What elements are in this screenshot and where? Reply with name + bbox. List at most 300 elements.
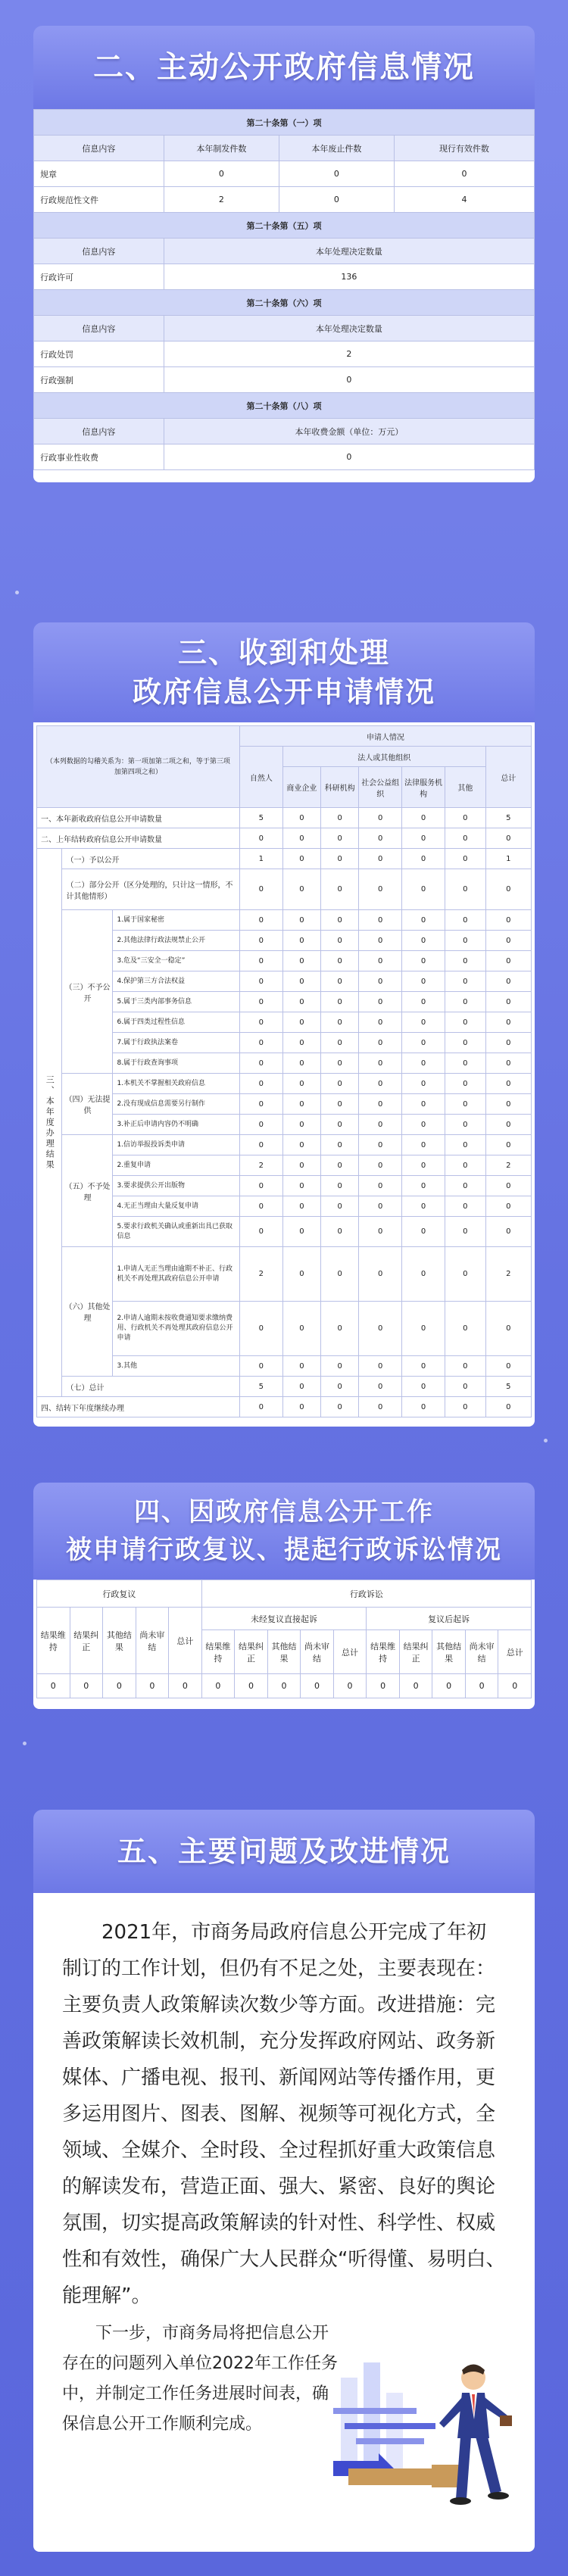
cell-value: 0 — [282, 1074, 320, 1094]
table-row — [37, 808, 532, 828]
section-title-line2: 政府信息公开申请情况 — [132, 675, 435, 709]
cell-value: 0 — [359, 1217, 402, 1247]
cell-value: 0 — [485, 1115, 531, 1135]
cell-value: 0 — [445, 1155, 486, 1176]
cell-value: 0 — [239, 1356, 282, 1377]
cell-value: 0 — [359, 1247, 402, 1302]
cell-value: 0 — [445, 1135, 486, 1155]
cell-value: 0 — [445, 931, 486, 951]
not-reviewed-header: 未经复议直接起诉 — [201, 1608, 367, 1630]
cell-value: 0 — [239, 1033, 282, 1053]
cell-value: 0 — [282, 1302, 320, 1356]
cell-value: 0 — [282, 1135, 320, 1155]
col-rev-lit-pending: 尚未审结 — [465, 1630, 498, 1674]
cell-value: 0 — [321, 1217, 359, 1247]
col-social: 社会公益组织 — [359, 767, 402, 808]
cell-value: 0 — [282, 869, 320, 910]
cell-value: 0 — [282, 1377, 320, 1397]
row-label: 2.重复申请 — [113, 1155, 239, 1176]
applications-table — [36, 725, 532, 1417]
cell-value: 0 — [445, 992, 486, 1012]
cell-value: 0 — [321, 1115, 359, 1135]
cell-value: 0 — [359, 1356, 402, 1377]
cell-value: 0 — [402, 1356, 445, 1377]
cell-value: 0 — [136, 1674, 169, 1698]
row-label-rules: 规章 — [34, 161, 164, 187]
cell-value: 0 — [485, 1012, 531, 1033]
cell-value: 0 — [164, 367, 534, 393]
cell-value: 0 — [485, 910, 531, 931]
row-label: 2.没有现成信息需要另行制作 — [113, 1094, 239, 1115]
group-label: （四）无法提供 — [62, 1074, 113, 1135]
cell-value: 2 — [239, 1155, 282, 1176]
cell-value: 0 — [485, 1135, 531, 1155]
cell-value: 0 — [359, 1074, 402, 1094]
cell-value: 0 — [239, 951, 282, 971]
businessman-running-illustration — [333, 2347, 515, 2521]
cell-value: 0 — [282, 1012, 320, 1033]
col-valid-count: 现行有效件数 — [394, 136, 534, 161]
row-label: 四、结转下年度继续办理 — [37, 1397, 240, 1417]
row-label: 3.其他 — [113, 1356, 239, 1377]
cell-value: 0 — [402, 869, 445, 910]
cell-value: 0 — [282, 828, 320, 849]
cell-value: 0 — [445, 808, 486, 828]
cell-value: 0 — [282, 1155, 320, 1176]
cell-value: 0 — [367, 1674, 400, 1698]
cell-value: 0 — [359, 910, 402, 931]
cell-value: 0 — [485, 869, 531, 910]
cell-value: 0 — [279, 161, 394, 187]
cell-value: 0 — [321, 1196, 359, 1217]
section-title-line1: 四、因政府信息公开工作 — [134, 1497, 434, 1527]
row-label: 4.保护第三方合法权益 — [113, 971, 239, 992]
cell-value: 5 — [239, 808, 282, 828]
cell-value: 0 — [485, 1196, 531, 1217]
cell-value: 0 — [359, 1176, 402, 1196]
cell-value: 0 — [402, 1115, 445, 1135]
row-label-fee: 行政事业性收费 — [34, 444, 164, 470]
cell-value: 0 — [402, 1302, 445, 1356]
col-decisions: 本年处理决定数量 — [164, 316, 534, 341]
row-label: 1.信访举报投诉类申请 — [113, 1135, 239, 1155]
cell-value: 0 — [235, 1674, 268, 1698]
cell-value: 0 — [445, 951, 486, 971]
cell-value: 0 — [321, 1302, 359, 1356]
cell-value: 0 — [282, 910, 320, 931]
cell-value: 0 — [445, 828, 486, 849]
cell-value: 0 — [321, 971, 359, 992]
cell-value: 0 — [445, 1302, 486, 1356]
cell-value: 0 — [282, 1397, 320, 1417]
cell-value: 0 — [445, 1074, 486, 1094]
cell-value: 0 — [282, 1053, 320, 1074]
section-title: 二、主动公开政府信息情况 — [33, 26, 535, 109]
cell-value: 0 — [445, 1094, 486, 1115]
row-label: 2.其他法律行政法规禁止公开 — [113, 931, 239, 951]
cell-value: 136 — [164, 264, 534, 290]
cell-value: 0 — [321, 1033, 359, 1053]
cell-value: 0 — [282, 1176, 320, 1196]
cell-value: 0 — [485, 992, 531, 1012]
cell-value: 0 — [282, 951, 320, 971]
cell-value: 0 — [402, 1397, 445, 1417]
cell-value: 0 — [169, 1674, 202, 1698]
section-title — [33, 1483, 535, 1580]
cell-value: 0 — [321, 1155, 359, 1176]
cell-value: 0 — [445, 869, 486, 910]
group-label: （五）不予处理 — [62, 1135, 113, 1247]
col-lit-other: 其他结果 — [267, 1630, 301, 1674]
cell-value: 0 — [282, 931, 320, 951]
cell-value: 0 — [485, 1356, 531, 1377]
cell-value: 0 — [239, 828, 282, 849]
section-active-disclosure — [33, 26, 535, 482]
cell-value: 0 — [282, 971, 320, 992]
section-title: 五、主要问题及改进情况 — [33, 1810, 535, 1893]
cell-value: 0 — [239, 1196, 282, 1217]
cell-value: 0 — [445, 971, 486, 992]
cell-value: 0 — [321, 1377, 359, 1397]
col-lit-total: 总计 — [333, 1630, 367, 1674]
cell-value: 0 — [359, 1397, 402, 1417]
cell-value: 0 — [445, 1176, 486, 1196]
cell-value: 0 — [321, 828, 359, 849]
cell-value: 2 — [239, 1247, 282, 1302]
cell-value: 0 — [445, 1397, 486, 1417]
table-row — [37, 1247, 532, 1302]
cell-value: 0 — [402, 951, 445, 971]
cell-value: 0 — [485, 1302, 531, 1356]
cell-value: 2 — [164, 187, 279, 213]
cell-value: 0 — [445, 1053, 486, 1074]
cell-value: 0 — [402, 1053, 445, 1074]
cell-value: 5 — [485, 808, 531, 828]
row-label: 8.属于行政查询事项 — [113, 1053, 239, 1074]
cell-value: 0 — [239, 1094, 282, 1115]
cell-value: 0 — [239, 1012, 282, 1033]
cell-value: 0 — [282, 1356, 320, 1377]
review-litigation-table — [36, 1580, 532, 1698]
row-label-permit: 行政许可 — [34, 264, 164, 290]
col-lit-pending: 尚未审结 — [301, 1630, 334, 1674]
cell-value: 0 — [485, 931, 531, 951]
cell-value: 0 — [239, 910, 282, 931]
cell-value: 0 — [239, 1135, 282, 1155]
cell-value: 0 — [321, 1397, 359, 1417]
table-row — [37, 828, 532, 849]
cell-value: 0 — [485, 1397, 531, 1417]
row-label: 1.本机关不掌握相关政府信息 — [113, 1074, 239, 1094]
cell-value: 0 — [402, 808, 445, 828]
section-title-line2: 被申请行政复议、提起行政诉讼情况 — [66, 1535, 502, 1565]
col-total: 总计 — [485, 747, 531, 808]
table-corner-note: （本列数据的勾稽关系为：第一项加第二项之和，等于第三项加第四项之和） — [37, 726, 240, 808]
cell-value: 0 — [301, 1674, 334, 1698]
col-lit-maintain: 结果维持 — [201, 1630, 235, 1674]
cell-value: 0 — [321, 1356, 359, 1377]
col-info-content: 信息内容 — [34, 316, 164, 341]
cell-value: 0 — [445, 910, 486, 931]
cell-value: 0 — [402, 910, 445, 931]
cell-value: 0 — [321, 951, 359, 971]
cell-value: 0 — [37, 1674, 70, 1698]
cell-value: 0 — [402, 1074, 445, 1094]
section-problems-improvements — [33, 1810, 535, 2552]
cell-value: 0 — [239, 1397, 282, 1417]
cell-value: 0 — [279, 187, 394, 213]
cell-value: 0 — [359, 869, 402, 910]
cell-value: 0 — [402, 1377, 445, 1397]
cell-value: 0 — [402, 1012, 445, 1033]
col-lit-correct: 结果纠正 — [235, 1630, 268, 1674]
cell-value: 0 — [164, 161, 279, 187]
cell-value: 5 — [485, 1377, 531, 1397]
cell-value: 0 — [359, 931, 402, 951]
cell-value: 0 — [359, 992, 402, 1012]
cell-value: 0 — [359, 808, 402, 828]
applicant-header: 申请人情况 — [239, 726, 531, 747]
cell-value: 2 — [485, 1155, 531, 1176]
cell-value: 0 — [485, 1074, 531, 1094]
cell-value: 0 — [402, 1033, 445, 1053]
col-legal-service: 法律服务机构 — [402, 767, 445, 808]
section-title-line1: 三、收到和处理 — [177, 636, 390, 669]
cell-value: 0 — [485, 828, 531, 849]
cell-value: 0 — [485, 951, 531, 971]
col-rev-lit-total: 总计 — [498, 1630, 532, 1674]
cell-value: 0 — [359, 1196, 402, 1217]
row-label: 1.属于国家秘密 — [113, 910, 239, 931]
table-row — [37, 869, 532, 910]
review-header: 行政复议 — [37, 1580, 202, 1608]
cell-value: 0 — [201, 1674, 235, 1698]
cell-value: 0 — [485, 1176, 531, 1196]
col-review-total: 总计 — [169, 1608, 202, 1674]
row-label: （一）予以公开 — [62, 849, 239, 869]
table-row — [37, 1377, 532, 1397]
cell-value: 0 — [321, 869, 359, 910]
cell-value: 0 — [359, 1377, 402, 1397]
cell-value: 0 — [359, 1135, 402, 1155]
cell-value: 0 — [485, 1217, 531, 1247]
cell-value: 0 — [267, 1674, 301, 1698]
cell-value: 0 — [321, 910, 359, 931]
col-info-content: 信息内容 — [34, 239, 164, 264]
row-label: 3.危及“三安全一稳定” — [113, 951, 239, 971]
group-label: （三）不予公开 — [62, 910, 113, 1074]
cell-value: 0 — [402, 828, 445, 849]
cell-value: 0 — [239, 931, 282, 951]
cell-value: 2 — [164, 341, 534, 367]
cell-value: 0 — [321, 1053, 359, 1074]
col-review-other: 其他结果 — [103, 1608, 136, 1674]
cell-value: 0 — [321, 992, 359, 1012]
cell-value: 0 — [402, 1196, 445, 1217]
article-20-8-header: 第二十条第（八）项 — [34, 393, 535, 419]
cell-value: 0 — [239, 1176, 282, 1196]
row-label: 5.属于三类内部事务信息 — [113, 992, 239, 1012]
cell-value: 0 — [282, 1094, 320, 1115]
col-review-pending: 尚未审结 — [136, 1608, 169, 1674]
cell-value: 0 — [321, 849, 359, 869]
table-row — [37, 910, 532, 931]
section-title — [33, 622, 535, 722]
cell-value: 0 — [359, 1115, 402, 1135]
col-rev-lit-correct: 结果纠正 — [399, 1630, 432, 1674]
cell-value: 0 — [485, 1033, 531, 1053]
cell-value: 0 — [359, 1033, 402, 1053]
col-fee-amount: 本年收费金额（单位：万元） — [164, 419, 534, 444]
col-decisions: 本年处理决定数量 — [164, 239, 534, 264]
row-label: 6.属于四类过程性信息 — [113, 1012, 239, 1033]
row-label: 5.要求行政机关确认或重新出具已获取信息 — [113, 1217, 239, 1247]
row-label-penalty: 行政处罚 — [34, 341, 164, 367]
cell-value: 0 — [239, 1053, 282, 1074]
cell-value: 0 — [321, 1074, 359, 1094]
col-research: 科研机构 — [321, 767, 359, 808]
col-rev-lit-other: 其他结果 — [432, 1630, 466, 1674]
cell-value: 0 — [359, 971, 402, 992]
cell-value: 0 — [321, 1247, 359, 1302]
table-row — [37, 1135, 532, 1155]
col-natural-person: 自然人 — [239, 747, 282, 808]
cell-value: 0 — [282, 849, 320, 869]
cell-value: 0 — [282, 1115, 320, 1135]
row-label: 1.申请人无正当理由逾期不补正、行政机关不再处理其政府信息公开申请 — [113, 1247, 239, 1302]
section-review-litigation — [33, 1483, 535, 1709]
cell-value: 0 — [239, 992, 282, 1012]
side-label-results: 三、本年度办理结果 — [37, 849, 62, 1397]
cell-value: 0 — [239, 1302, 282, 1356]
group-label: （六）其他处理 — [62, 1247, 113, 1377]
cell-value: 0 — [282, 808, 320, 828]
cell-value: 1 — [239, 849, 282, 869]
cell-value: 0 — [445, 849, 486, 869]
col-made-count: 本年制发件数 — [164, 136, 279, 161]
cell-value: 0 — [359, 828, 402, 849]
cell-value: 0 — [465, 1674, 498, 1698]
cell-value: 0 — [445, 1247, 486, 1302]
col-rev-lit-maintain: 结果维持 — [367, 1630, 400, 1674]
col-other: 其他 — [445, 767, 486, 808]
cell-value: 0 — [402, 1247, 445, 1302]
row-label: 3.补正后申请内容仍不明确 — [113, 1115, 239, 1135]
cell-value: 0 — [103, 1674, 136, 1698]
article-20-1-header: 第二十条第（一）项 — [34, 110, 535, 136]
article-20-6-header: 第二十条第（六）项 — [34, 290, 535, 316]
table-row — [37, 1074, 532, 1094]
cell-value: 0 — [402, 1217, 445, 1247]
cell-value: 0 — [432, 1674, 466, 1698]
cell-value: 0 — [333, 1674, 367, 1698]
cell-value: 0 — [239, 1115, 282, 1135]
section-applications — [33, 622, 535, 1427]
cell-value: 0 — [402, 1135, 445, 1155]
row-label-normative-docs: 行政规范性文件 — [34, 187, 164, 213]
cell-value: 0 — [485, 1053, 531, 1074]
cell-value: 0 — [359, 1302, 402, 1356]
cell-value: 0 — [485, 971, 531, 992]
cell-value: 0 — [282, 992, 320, 1012]
cell-value: 0 — [164, 444, 534, 470]
cell-value: 5 — [239, 1377, 282, 1397]
cell-value: 0 — [321, 1135, 359, 1155]
cell-value: 0 — [321, 808, 359, 828]
cell-value: 0 — [445, 1356, 486, 1377]
cell-value: 0 — [402, 1176, 445, 1196]
cell-value: 0 — [402, 849, 445, 869]
after-review-header: 复议后起诉 — [367, 1608, 532, 1630]
row-label: 二、上年结转政府信息公开申请数量 — [37, 828, 240, 849]
cell-value: 0 — [445, 1012, 486, 1033]
cell-value: 0 — [239, 1074, 282, 1094]
cell-value: 0 — [394, 161, 534, 187]
cell-value: 0 — [485, 1094, 531, 1115]
cell-value: 4 — [394, 187, 534, 213]
cell-value: 2 — [485, 1247, 531, 1302]
cell-value: 0 — [402, 971, 445, 992]
cell-value: 0 — [359, 951, 402, 971]
row-label: 4.无正当理由大量反复申请 — [113, 1196, 239, 1217]
cell-value: 0 — [402, 1155, 445, 1176]
row-label: 一、本年新收政府信息公开申请数量 — [37, 808, 240, 828]
col-legal-entity: 法人或其他组织 — [282, 747, 485, 767]
cell-value: 0 — [402, 1094, 445, 1115]
table-row — [37, 849, 532, 869]
cell-value: 0 — [402, 931, 445, 951]
cell-value: 0 — [70, 1674, 103, 1698]
row-label: 7.属于行政执法案卷 — [113, 1033, 239, 1053]
cell-value: 0 — [445, 1217, 486, 1247]
cell-value: 0 — [321, 931, 359, 951]
cell-value: 0 — [445, 1377, 486, 1397]
cell-value: 0 — [359, 1155, 402, 1176]
cell-value: 0 — [402, 992, 445, 1012]
litigation-header: 行政诉讼 — [201, 1580, 531, 1608]
cell-value: 0 — [282, 1217, 320, 1247]
row-label: 3.要求提供公开出版物 — [113, 1176, 239, 1196]
cell-value: 0 — [321, 1176, 359, 1196]
cell-value: 0 — [359, 1094, 402, 1115]
cell-value: 0 — [282, 1247, 320, 1302]
row-label: （七）总计 — [62, 1377, 239, 1397]
row-label-enforcement: 行政强制 — [34, 367, 164, 393]
col-info-content: 信息内容 — [34, 419, 164, 444]
row-label: 2.申请人逾期未按收费通知要求缴纳费用、行政机关不再处理其政府信息公开申请 — [113, 1302, 239, 1356]
cell-value: 0 — [445, 1196, 486, 1217]
cell-value: 0 — [239, 869, 282, 910]
cell-value: 0 — [359, 849, 402, 869]
cell-value: 0 — [282, 1033, 320, 1053]
col-abolished-count: 本年废止件数 — [279, 136, 394, 161]
cell-value: 0 — [321, 1094, 359, 1115]
cell-value: 0 — [498, 1674, 532, 1698]
col-commercial: 商业企业 — [282, 767, 320, 808]
cell-value: 0 — [359, 1012, 402, 1033]
article-20-5-header: 第二十条第（五）项 — [34, 213, 535, 239]
paragraph-summary: 2021年，市商务局政府信息公开完成了年初制订的工作计划，但仍有不足之处，主要表现在：主要负责人政策解读次数少等方面。改进措施：完善政策解读长效机制，充分发挥政府网站、政务新媒体、广播电视、报刊、新闻网站等传播作用，更多运用图片、图表、图解、视频等可视化方式，全领域、全媒介、全时段、全过程抓好重大政策信息的解读发布，营造正面、强大、紧密、良好的舆论氛围，切实提高政策解读的针对性、科学性、权威性和有效性，确保广大人民群众“听得懂、易明白、能理解”。 — [62, 1921, 506, 2307]
cell-value: 1 — [485, 849, 531, 869]
col-review-maintain: 结果维持 — [37, 1608, 70, 1674]
cell-value: 0 — [239, 1217, 282, 1247]
col-info-content: 信息内容 — [34, 136, 164, 161]
col-review-correct: 结果纠正 — [70, 1608, 103, 1674]
cell-value: 0 — [399, 1674, 432, 1698]
cell-value: 0 — [359, 1053, 402, 1074]
cell-value: 0 — [239, 971, 282, 992]
cell-value: 0 — [282, 1196, 320, 1217]
